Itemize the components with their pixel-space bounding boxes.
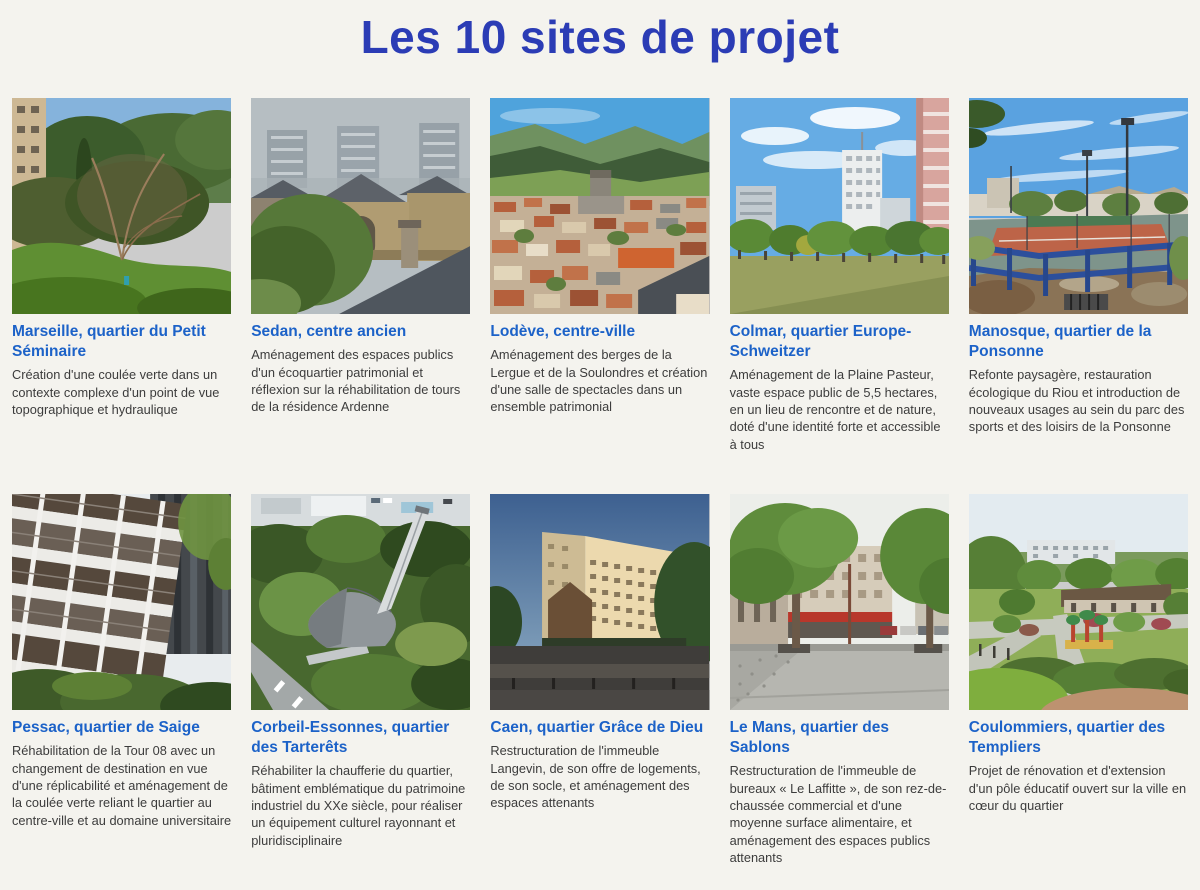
card-title-corbeil: Corbeil-Essonnes, quartier des Tarterêts [251, 719, 450, 757]
project-card-manosque [969, 98, 1188, 494]
card-title-lodeve: Lodève, centre-ville [490, 323, 636, 340]
card-description-colmar: Aménagement de la Plaine Pasteur, vaste espace public de 5,5 hectares, en un lieu de rencontre et de nature, doté d'une identité forte et accessible à tous [729, 367, 941, 452]
card-description-pessac: Réhabilitation de la Tour 08 avec un changement de destination en vue d'une réplicabilité et aménagement de la coulée verte reliant le quartier au centre-ville et au domaine universitaire [12, 743, 232, 828]
corbeil-photo [251, 494, 470, 710]
langevin-building-photo-illustration [490, 494, 709, 710]
card-title-colmar: Colmar, quartier Europe-Schweitzer [729, 323, 912, 361]
card-title-lemans: Le Mans, quartier des Sablons [729, 719, 889, 757]
card-description-lodeve: Aménagement des berges de la Lergue et de la Soulondres et création d'une salle de spectacles dans un ensemble patrimonial [490, 347, 708, 415]
card-description-marseille: Création d'une coulée verte dans un contexte complexe d'un point de vue topographique et hydraulique [12, 367, 220, 418]
tennis-courts-photo-illustration [969, 98, 1188, 314]
lemans-photo [730, 494, 949, 710]
card-title-manosque: Manosque, quartier de la Ponsonne [968, 323, 1152, 361]
card-description-manosque: Refonte paysagère, restauration écologique du Riou et introduction de nouveaux usages au sein du parc des sports et des loisirs de la Ponsonne [968, 367, 1185, 435]
caen-photo [490, 494, 709, 710]
project-card-colmar [730, 98, 949, 494]
castle-photo-illustration [251, 98, 470, 314]
project-card-pessac [12, 494, 231, 890]
hilltown-photo-illustration [490, 98, 709, 314]
coulommiers-photo [969, 494, 1188, 710]
white-tower-photo-illustration [12, 494, 231, 710]
project-card-caen [490, 494, 709, 890]
card-description-coulommiers: Projet de rénovation et d'extension d'un pôle éducatif ouvert sur la ville en cœur du quartier [968, 763, 1187, 814]
card-description-lemans: Restructuration de l'immeuble de bureaux « Le Laffitte », de son rez-de-chaussée commercial et d'une moyenne surface alimentaire, et aménagement des espaces publics attenants [729, 763, 947, 866]
marseille-photo [12, 98, 231, 314]
lodeve-photo [490, 98, 709, 314]
colmar-photo [730, 98, 949, 314]
card-description-corbeil: Réhabiliter la chaufferie du quartier, bâtiment emblématique du patrimoine industriel du XXe siècle, pour réaliser un équipement culturel rayonnant et pluridisciplinaire [251, 763, 466, 848]
card-description-caen: Restructuration de l'immeuble Langevin, de son offre de logements, de son socle, et aménagement des espaces attenants [490, 743, 701, 811]
green-valley-photo-illustration [12, 98, 231, 314]
sedan-photo [251, 98, 470, 314]
project-card-lodeve [490, 98, 709, 494]
project-card-marseille [12, 98, 231, 494]
card-description-sedan: Aménagement des espaces publics d'un écoquartier patrimonial et réflexion sur la réhabilitation de tours de la résidence Ardenne [251, 347, 461, 415]
chaufferie-aerial-photo-illustration [251, 494, 470, 710]
card-title-pessac: Pessac, quartier de Saige [12, 719, 200, 736]
project-card-coulommiers [969, 494, 1188, 890]
project-cards-grid [0, 98, 1200, 890]
grass-plain-photo-illustration [730, 98, 949, 314]
pessac-photo [12, 494, 231, 710]
project-card-sedan [251, 98, 470, 494]
card-title-sedan: Sedan, centre ancien [251, 323, 407, 340]
project-card-lemans [730, 494, 949, 890]
card-title-caen: Caen, quartier Grâce de Dieu [490, 719, 704, 736]
card-title-marseille: Marseille, quartier du Petit Séminaire [12, 323, 206, 361]
card-title-coulommiers: Coulommiers, quartier des Templiers [968, 719, 1166, 757]
paved-square-photo-illustration [730, 494, 949, 710]
park-playground-photo-illustration [969, 494, 1188, 710]
project-card-corbeil [251, 494, 470, 890]
manosque-photo [969, 98, 1188, 314]
page-title: Les 10 sites de projet [360, 11, 840, 63]
